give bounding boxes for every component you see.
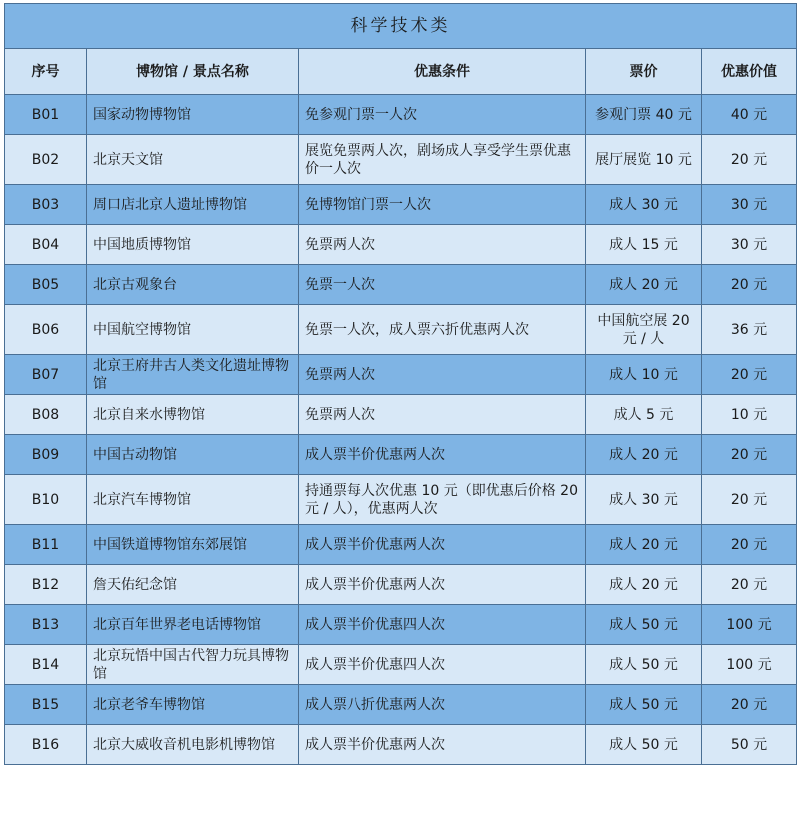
row-value: 20 元	[702, 435, 797, 475]
table-row	[5, 725, 797, 765]
row-name: 詹天佑纪念馆	[87, 565, 299, 605]
row-id: B05	[5, 265, 87, 305]
table-row	[5, 95, 797, 135]
row-name: 北京玩悟中国古代智力玩具博物馆	[87, 645, 299, 685]
row-price: 成人 5 元	[586, 395, 702, 435]
row-value: 36 元	[702, 305, 797, 355]
row-price: 参观门票 40 元	[586, 95, 702, 135]
row-id: B04	[5, 225, 87, 265]
row-condition: 成人票半价优惠两人次	[299, 565, 586, 605]
row-value: 30 元	[702, 185, 797, 225]
row-price: 展厅展览 10 元	[586, 135, 702, 185]
row-price: 成人 50 元	[586, 645, 702, 685]
row-id: B14	[5, 645, 87, 685]
row-name: 中国古动物馆	[87, 435, 299, 475]
row-condition: 展览免票两人次，剧场成人享受学生票优惠价一人次	[299, 135, 586, 185]
row-id: B15	[5, 685, 87, 725]
row-price: 成人 50 元	[586, 725, 702, 765]
table-title: 科学技术类	[5, 4, 797, 49]
row-name: 北京老爷车博物馆	[87, 685, 299, 725]
row-name: 北京王府井古人类文化遗址博物馆	[87, 355, 299, 395]
header-price: 票价	[586, 49, 702, 95]
row-condition: 持通票每人次优惠 10 元（即优惠后价格 20 元 / 人），优惠两人次	[299, 475, 586, 525]
row-name: 北京天文馆	[87, 135, 299, 185]
table-row	[5, 185, 797, 225]
row-id: B09	[5, 435, 87, 475]
row-id: B11	[5, 525, 87, 565]
table-row	[5, 135, 797, 185]
row-value: 20 元	[702, 565, 797, 605]
row-price: 成人 50 元	[586, 685, 702, 725]
row-name: 中国铁道博物馆东郊展馆	[87, 525, 299, 565]
row-condition: 免博物馆门票一人次	[299, 185, 586, 225]
row-price: 成人 20 元	[586, 565, 702, 605]
row-condition: 成人票八折优惠两人次	[299, 685, 586, 725]
row-value: 100 元	[702, 645, 797, 685]
row-condition: 免票一人次	[299, 265, 586, 305]
table-body	[5, 95, 797, 765]
row-price: 成人 20 元	[586, 265, 702, 305]
table-row	[5, 605, 797, 645]
row-value: 20 元	[702, 525, 797, 565]
row-name: 北京百年世界老电话博物馆	[87, 605, 299, 645]
header-name: 博物馆 / 景点名称	[87, 49, 299, 95]
row-id: B08	[5, 395, 87, 435]
table-row	[5, 395, 797, 435]
table-title-row	[5, 4, 797, 49]
row-id: B12	[5, 565, 87, 605]
row-value: 20 元	[702, 475, 797, 525]
row-value: 20 元	[702, 355, 797, 395]
row-condition: 免票一人次，成人票六折优惠两人次	[299, 305, 586, 355]
row-name: 北京汽车博物馆	[87, 475, 299, 525]
row-name: 北京古观象台	[87, 265, 299, 305]
table-row	[5, 475, 797, 525]
row-name: 北京自来水博物馆	[87, 395, 299, 435]
row-condition: 免票两人次	[299, 395, 586, 435]
table-row	[5, 565, 797, 605]
header-condition: 优惠条件	[299, 49, 586, 95]
row-condition: 成人票半价优惠四人次	[299, 645, 586, 685]
row-name: 周口店北京人遗址博物馆	[87, 185, 299, 225]
table-row	[5, 225, 797, 265]
row-value: 50 元	[702, 725, 797, 765]
row-price: 成人 10 元	[586, 355, 702, 395]
row-name: 中国地质博物馆	[87, 225, 299, 265]
row-id: B01	[5, 95, 87, 135]
row-id: B16	[5, 725, 87, 765]
row-price: 中国航空展 20 元 / 人	[586, 305, 702, 355]
row-id: B03	[5, 185, 87, 225]
row-condition: 成人票半价优惠四人次	[299, 605, 586, 645]
table-row	[5, 305, 797, 355]
row-id: B07	[5, 355, 87, 395]
row-condition: 免参观门票一人次	[299, 95, 586, 135]
row-price: 成人 30 元	[586, 185, 702, 225]
row-id: B06	[5, 305, 87, 355]
museum-discount-table	[4, 3, 797, 765]
row-value: 40 元	[702, 95, 797, 135]
row-value: 100 元	[702, 605, 797, 645]
row-name: 国家动物博物馆	[87, 95, 299, 135]
row-condition: 免票两人次	[299, 355, 586, 395]
row-condition: 成人票半价优惠两人次	[299, 435, 586, 475]
table-row	[5, 355, 797, 395]
row-id: B10	[5, 475, 87, 525]
row-price: 成人 15 元	[586, 225, 702, 265]
row-name: 北京大威收音机电影机博物馆	[87, 725, 299, 765]
row-condition: 成人票半价优惠两人次	[299, 525, 586, 565]
row-condition: 免票两人次	[299, 225, 586, 265]
table-row	[5, 645, 797, 685]
table-row	[5, 435, 797, 475]
header-row	[5, 49, 797, 95]
table-row	[5, 265, 797, 305]
table-row	[5, 525, 797, 565]
row-value: 20 元	[702, 685, 797, 725]
row-name: 中国航空博物馆	[87, 305, 299, 355]
row-price: 成人 20 元	[586, 525, 702, 565]
header-value: 优惠价值	[702, 49, 797, 95]
table-row	[5, 685, 797, 725]
row-price: 成人 20 元	[586, 435, 702, 475]
row-price: 成人 50 元	[586, 605, 702, 645]
row-price: 成人 30 元	[586, 475, 702, 525]
row-value: 20 元	[702, 135, 797, 185]
row-value: 20 元	[702, 265, 797, 305]
row-value: 10 元	[702, 395, 797, 435]
row-id: B13	[5, 605, 87, 645]
row-value: 30 元	[702, 225, 797, 265]
row-id: B02	[5, 135, 87, 185]
header-id: 序号	[5, 49, 87, 95]
row-condition: 成人票半价优惠两人次	[299, 725, 586, 765]
